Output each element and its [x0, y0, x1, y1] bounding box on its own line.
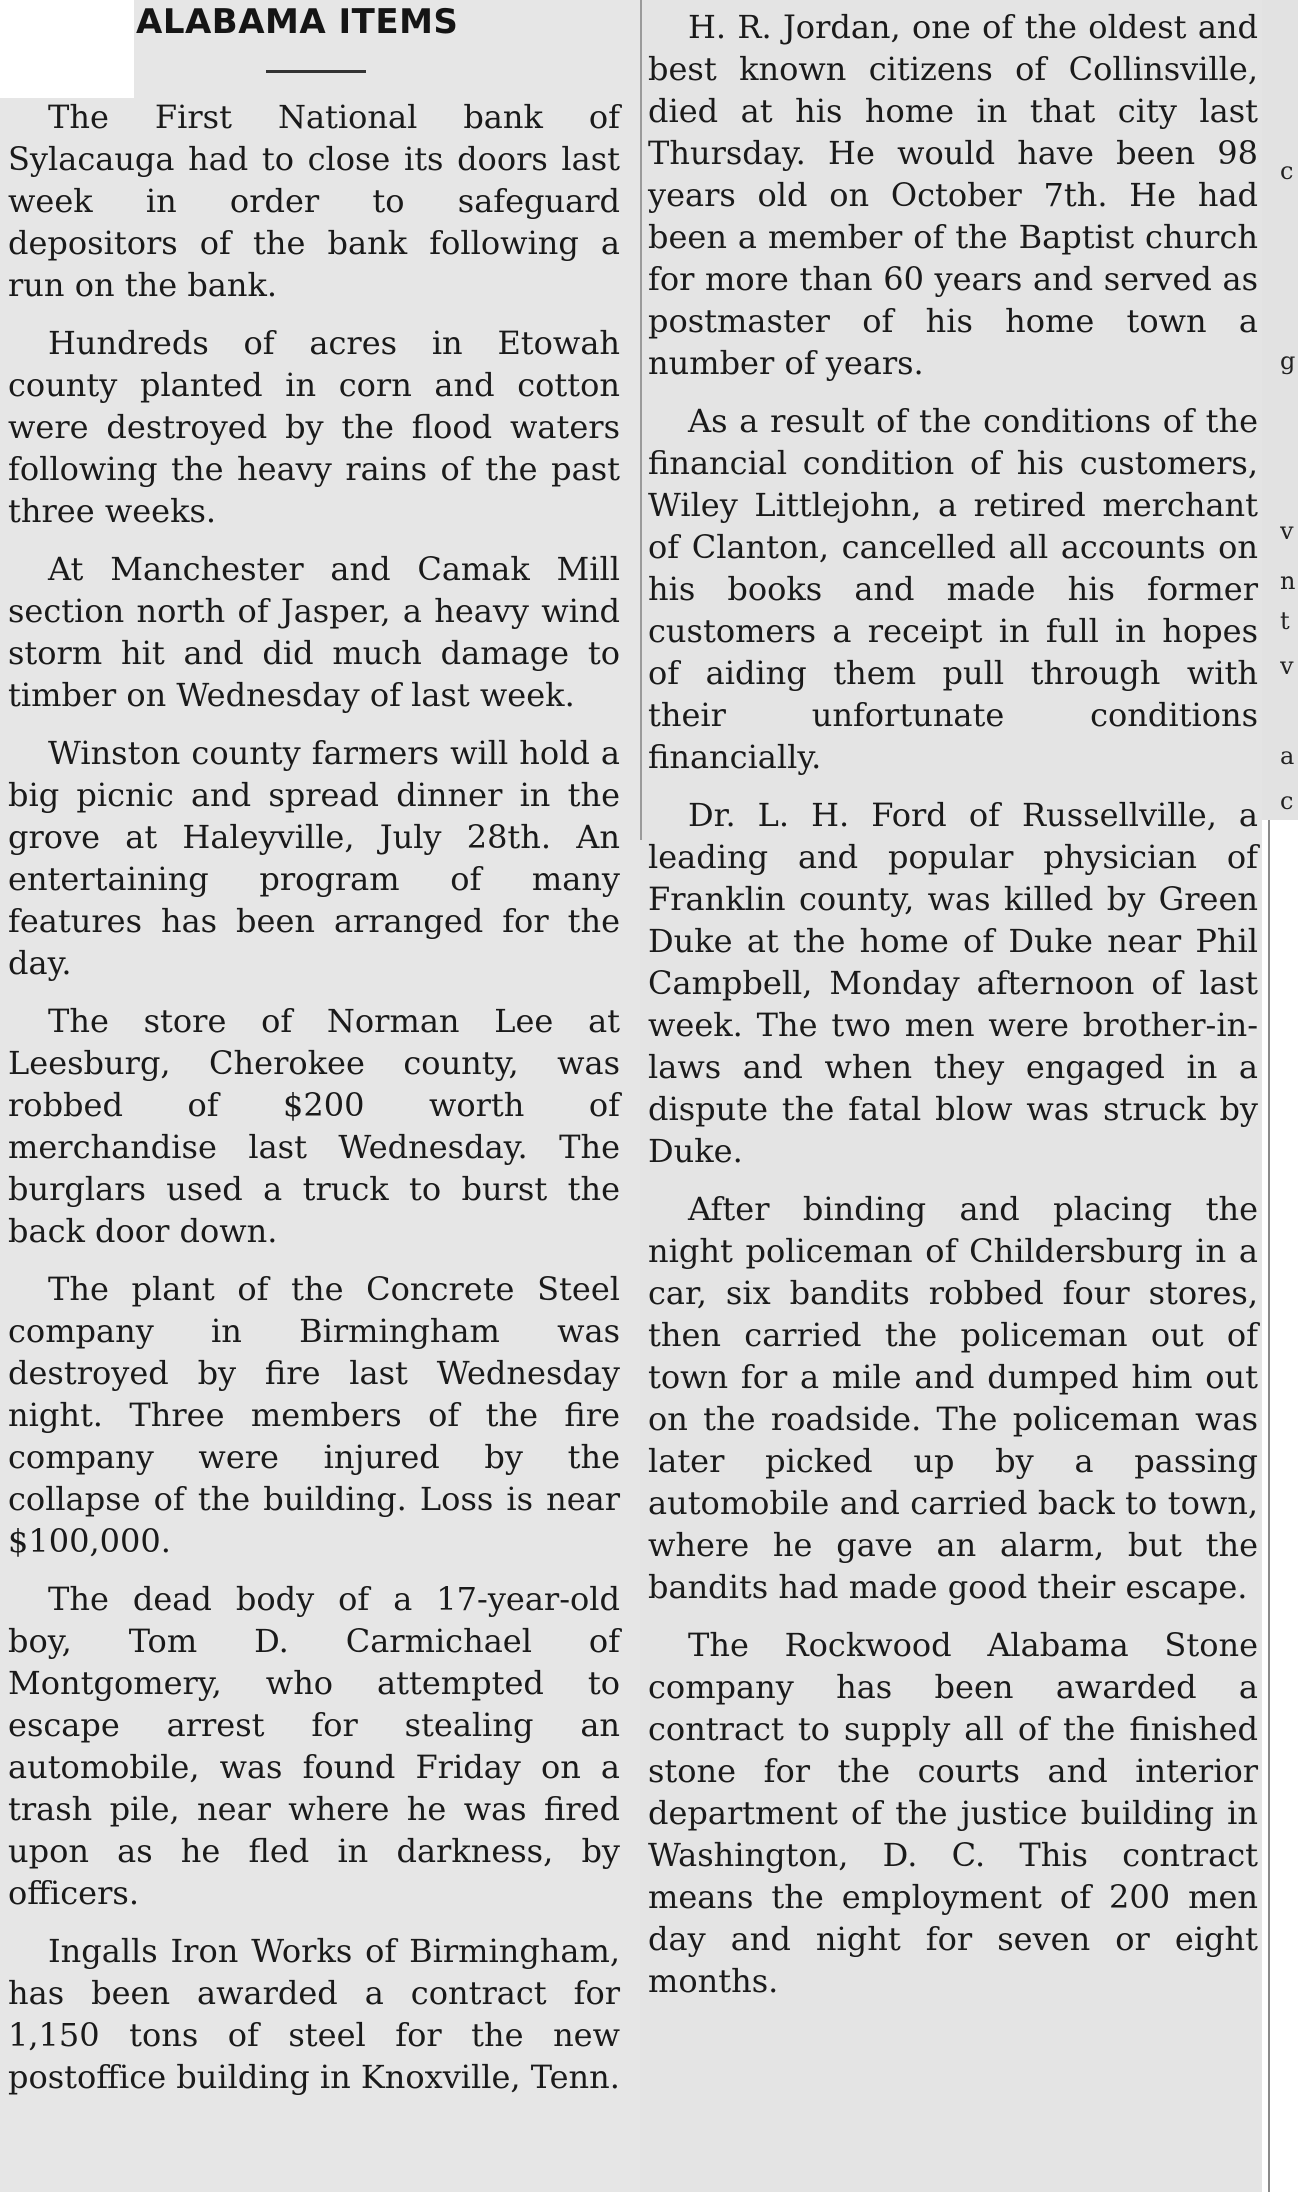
news-item-littlejohn-accounts: As a result of the conditions of the financial condition of his customers, Wiley Littlejohn, a retired merchant of Clanton, cancelled all accounts on his books and made his former customers a receipt in full in hopes of aiding them pull through with their unfortunate conditions financially. — [648, 402, 1258, 776]
column-divider — [640, 0, 642, 840]
article-column-left — [8, 96, 620, 2114]
news-item-montgomery-boy: The dead body of a 17-year-old boy, Tom D. Carmichael of Montgomery, who attempted to escape arrest for stealing an automobile, was found Friday on a trash pile, near where he was fired upon as he fled in darkness, by officers. — [8, 1580, 620, 1912]
edge-fragment: c — [1280, 157, 1294, 185]
edge-fragment: v — [1280, 652, 1294, 680]
news-item-ford-killed: Dr. L. H. Ford of Russellville, a leading and popular physician of Franklin county, was killed by Green Duke at the home of Duke near Phil Campbell, Monday afternoon of last week. The two men were brother-in-laws and when they engaged in a dispute the fatal blow was struck by Duke. — [648, 796, 1258, 1170]
news-item-birmingham-fire: The plant of the Concrete Steel company in Birmingham was destroyed by fire last Wednesday night. Three members of the fire company were injured by the collapse of the building. Loss is near $100,000. — [8, 1270, 620, 1560]
news-item-winston-picnic: Winston county farmers will hold a big picnic and spread dinner in the grove at Haleyville, July 28th. An entertaining program of many features has been arranged for the day. — [8, 734, 620, 982]
heading-rule — [266, 70, 366, 73]
right-column-rule — [1268, 820, 1270, 2192]
news-item-rockwood-contract: The Rockwood Alabama Stone company has been awarded a contract to supply all of the finished stone for the courts and interior department of the justice building in Washington, D. C. This contract means the employment of 200 men day and night for seven or eight months. — [648, 1626, 1258, 2000]
edge-fragment: n — [1280, 567, 1296, 595]
news-item-sylacauga-bank: The First National bank of Sylacauga had to close its doors last week in order to safeguard depositors of the bank following a run on the bank. — [8, 98, 620, 304]
edge-fragment: c — [1280, 787, 1294, 815]
news-item-leesburg-robbery: The store of Norman Lee at Leesburg, Cherokee county, was robbed of $200 worth of merchandise last Wednesday. The burglars used a truck to burst the back door down. — [8, 1002, 620, 1250]
edge-fragment: v — [1280, 517, 1294, 545]
section-heading: ALABAMA ITEMS — [136, 2, 459, 42]
article-column-right — [648, 6, 1258, 2018]
edge-fragment: g — [1280, 347, 1296, 375]
scan-region-right-edge — [1262, 0, 1298, 820]
edge-fragment: t — [1280, 607, 1290, 635]
edge-fragment: a — [1280, 742, 1295, 770]
news-item-jordan-death: H. R. Jordan, one of the oldest and best known citizens of Collinsville, died at his home in that city last Thursday. He would have been 98 years old on October 7th. He had been a member of the Baptist church for more than 60 years and served as postmaster of his home town a number of years. — [648, 8, 1258, 382]
news-item-jasper-storm: At Manchester and Camak Mill section north of Jasper, a heavy wind storm hit and did much damage to timber on Wednesday of last week. — [8, 550, 620, 714]
news-item-childersburg-bandits: After binding and placing the night policeman of Childersburg in a car, six bandits robbed four stores, then carried the policeman out of town for a mile and dumped him out on the roadside. The policeman was later picked up by a passing automobile and carried back to town, where he gave an alarm, but the bandits had made good their escape. — [648, 1190, 1258, 1606]
news-item-etowah-flood: Hundreds of acres in Etowah county planted in corn and cotton were destroyed by the flood waters following the heavy rains of the past three weeks. — [8, 324, 620, 530]
news-item-ingalls-contract: Ingalls Iron Works of Birmingham, has been awarded a contract for 1,150 tons of steel for the new postoffice building in Knoxville, Tenn. — [8, 1932, 620, 2096]
